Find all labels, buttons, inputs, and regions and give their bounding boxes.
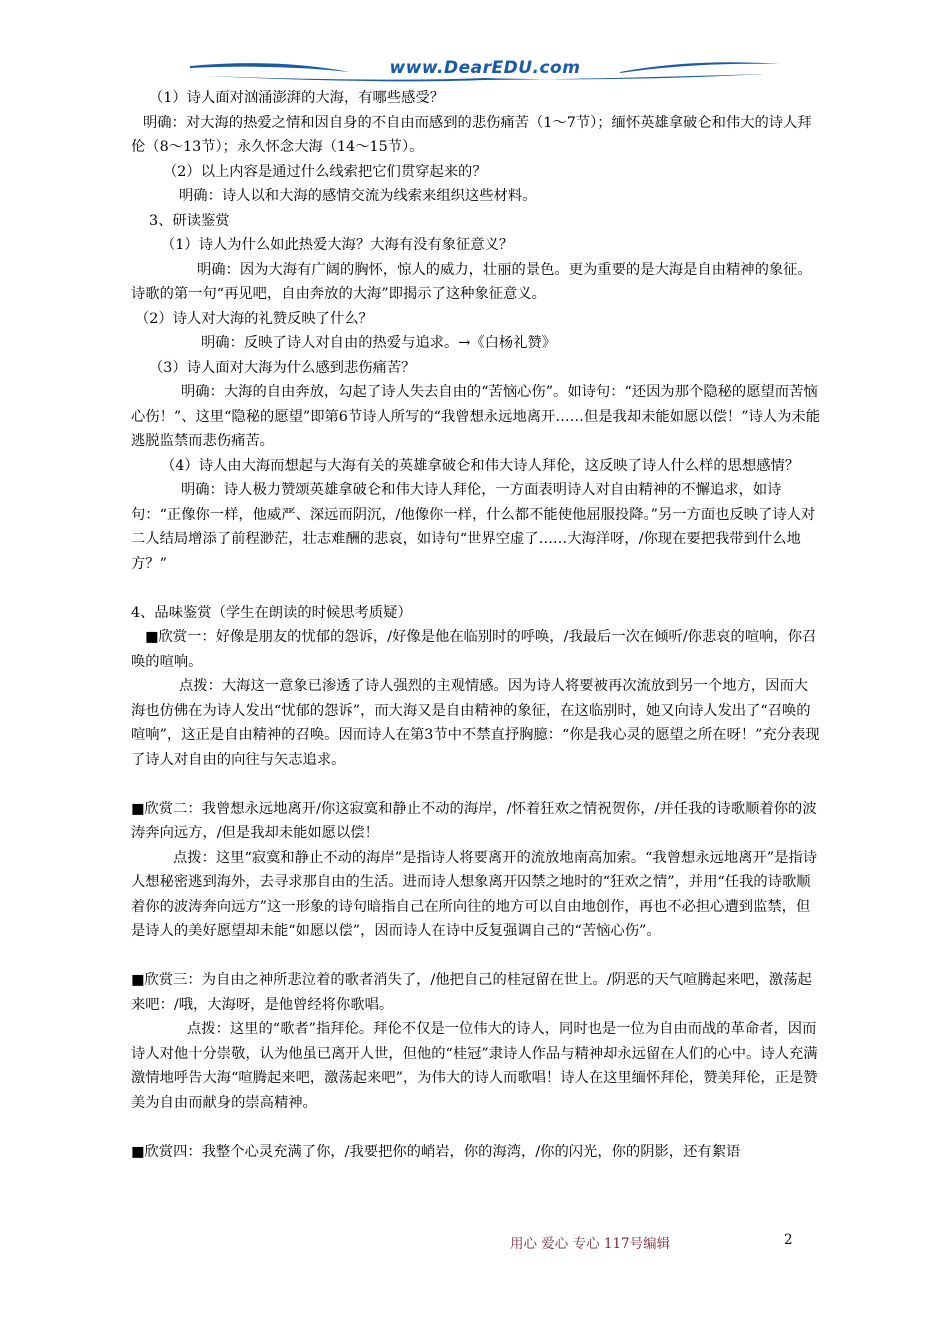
paragraph: 点拨：大海这一意象已渗透了诗人强烈的主观情感。因为诗人将要被再次流放到另一个地方，因而大海也仿佛在为诗人发出“忧郁的怨诉”，而大海又是自由精神的象征，在这临别时，她又向诗人发出了“召唤的喧响”，这正是自由精神的召唤。因而诗人在第3节中不禁直抒胸臆：“你是我心灵的愿望之所在呀！”充分表现了诗人对自由的向往与矢志追求。 — [131, 678, 820, 768]
paragraph: （4）诗人由大海而想起与大海有关的英雄拿破仑和伟大诗人拜伦，这反映了诗人什么样的思想感情？ — [161, 457, 800, 474]
document-body — [131, 86, 821, 1164]
paragraph: 明确：诗人以和大海的感情交流为线索来组织这些材料。 — [179, 188, 537, 204]
paragraph: 明确：反映了诗人对自由的热爱与追求。→《白杨礼赞》 — [201, 335, 557, 351]
page-header — [185, 56, 785, 82]
paragraph: 点拨：这里的“歌者”指拜伦。拜伦不仅是一位伟大的诗人，同时也是一位为自由而战的革命者，因而诗人对他十分崇敬，认为他虽已离开人世，但他的“桂冠”隶诗人作品与精神却永远留在人们的心中。诗人充满激情地呼告大海“喧腾起来吧，激荡起来吧”，为伟大的诗人而歌唱！诗人在这里缅怀拜伦，赞美拜伦，正是赞美为自由而献身的崇高精神。 — [131, 1021, 818, 1111]
paragraph: ■欣赏三：为自由之神所悲泣着的歌者消失了，/他把自己的桂冠留在世上。/阴恶的天气喧腾起来吧，激荡起来吧：/哦，大海呀，是他曾经将你歌唱。 — [131, 972, 812, 1013]
paragraph: 4、品味鉴赏（学生在朗读的时候思考质疑） — [131, 604, 412, 621]
blank-line — [131, 944, 821, 969]
footer-note: 用心 爱心 专心 117号编辑 — [510, 1236, 671, 1252]
blank-line — [131, 1115, 821, 1140]
paragraph: 明确：因为大海有广阔的胸怀，惊人的威力，壮丽的景色。更为重要的是大海是自由精神的象征。诗歌的第一句“再见吧，自由奔放的大海”即揭示了这种象征意义。 — [131, 261, 812, 302]
paragraph: 明确：对大海的热爱之情和因自身的不自由而感到的悲伤痛苦（1～7节）；缅怀英雄拿破仑和伟大的诗人拜伦（8～13节）；永久怀念大海（14～15节）。 — [131, 114, 812, 155]
paragraph: 明确：大海的自由奔放，勾起了诗人失去自由的“苦恼心伤”。如诗句：“还因为那个隐秘的愿望而苦恼心伤！”、这里“隐秘的愿望”即第6节诗人所写的“我曾想永远地离开……但是我却未能如愿以偿！”诗人为未能逃脱监禁而悲伤痛苦。 — [131, 384, 820, 449]
paragraph: （2）以上内容是通过什么线索把它们贯穿起来的？ — [163, 163, 487, 180]
paragraph: ■欣赏二：我曾想永远地离开/你这寂寞和静止不动的海岸，/怀着狂欢之情祝贺你，/并任我的诗歌顺着你的波涛奔向远方，/但是我却未能如愿以偿！ — [131, 800, 817, 841]
paragraph: 明确：诗人极力赞颂英雄拿破仑和伟大诗人拜伦，一方面表明诗人对自由精神的不懈追求，如诗句：“正像你一样，他威严、深远而阴沉，/他像你一样，什么都不能使他屈服投降。”另一方面也反映了诗人对二人结局增添了前程渺茫，壮志难酬的悲哀，如诗句“世界空虚了……大海洋呀，/你现在要把我带到什么地方？” — [131, 482, 816, 572]
paragraph: （1）诗人为什么如此热爱大海？大海有没有象征意义？ — [161, 237, 514, 253]
paragraph: （3）诗人面对大海为什么感到悲伤痛苦？ — [149, 359, 416, 376]
paragraph: 点拨：这里“寂寞和静止不动的海岸”是指诗人将要离开的流放地南高加索。“我曾想永远地离开”是指诗人想秘密逃到海外，去寻求那自由的生活。进而诗人想象离开囚禁之地时的“狂欢之情”，并用“任我的诗歌顺着你的波涛奔向远方”这一形象的诗句暗指自己在所向往的地方可以自由地创作，再也不必担心遭到监禁，但是诗人的美好愿望却未能“如愿以偿”，因而诗人在诗中反复强调自己的“苦恼心伤”。 — [131, 849, 817, 939]
page-number: 2 — [784, 1232, 793, 1248]
paragraph: （2）诗人对大海的礼赞反映了什么？ — [135, 310, 373, 327]
paragraph: ■欣赏一：好像是朋友的忧郁的怨诉，/好像是他在临别时的呼唤，/我最后一次在倾听/你悲哀的喧响，你召唤的喧响。 — [131, 629, 817, 670]
blank-line — [131, 576, 821, 601]
site-name[interactable]: www.DearEDU.com — [389, 58, 581, 78]
paragraph: （1）诗人面对汹涌澎湃的大海，有哪些感受？ — [149, 90, 445, 106]
paragraph: ■欣赏四：我整个心灵充满了你，/我要把你的峭岩，你的海湾，/你的闪光，你的阴影，还有絮语 — [131, 1143, 741, 1160]
paragraph: 3、研读鉴赏 — [149, 212, 230, 229]
blank-line — [131, 772, 821, 797]
